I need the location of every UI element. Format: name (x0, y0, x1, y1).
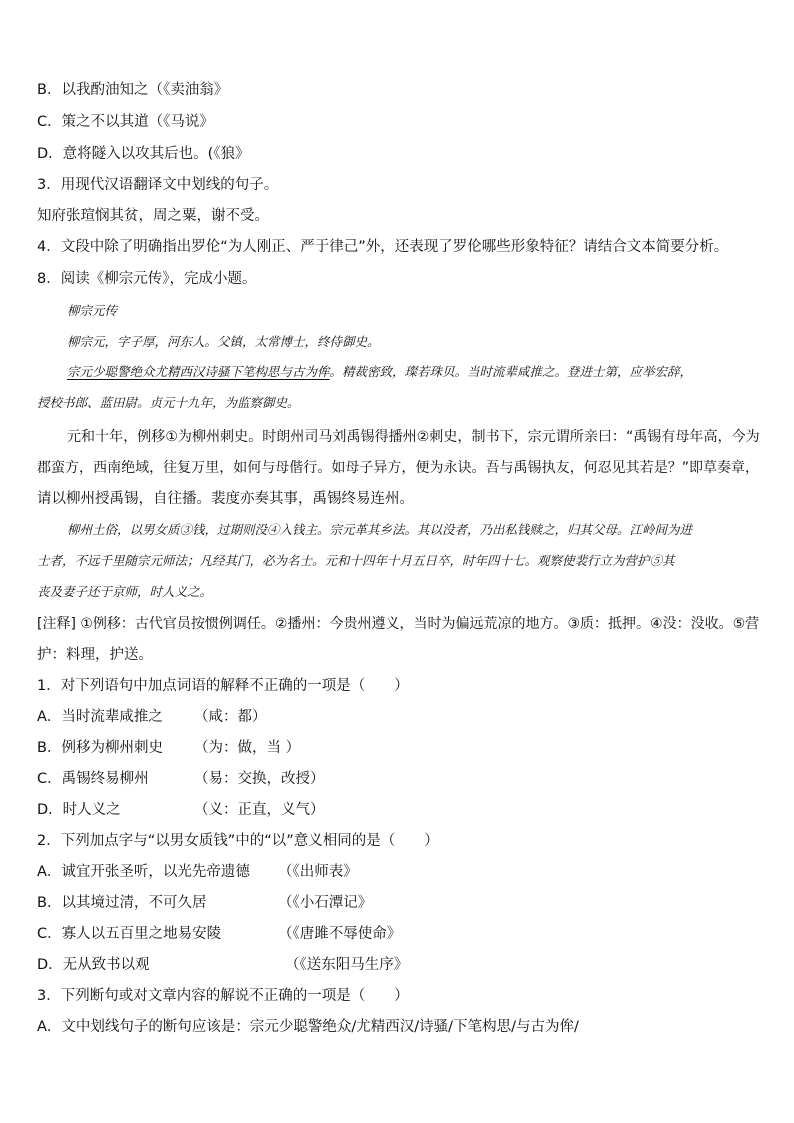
paragraph-2-continuation: 。精裁密致，璨若珠贝。当时流辈咸推之。登进士第，应举宏辞， (329, 364, 693, 379)
passage-paragraph-4-line-3: 丧及妻子还于京师，时人义之。 (37, 584, 213, 599)
underlined-sentence: 宗元少聪警绝众尤精西汉诗骚下笔构思与古为侔 (67, 364, 330, 379)
q1-option-c: C．禹锡终易柳州 (37, 771, 149, 787)
q1-option-a: A．当时流辈咸推之 (37, 709, 163, 725)
q2-option-a: A．诚宜开张圣听，以光先帝遗德 (37, 864, 250, 880)
q1-option-d: D．时人义之 (37, 802, 121, 818)
question-3-stem: 3．用现代汉语翻译文中划线的句子。 (37, 177, 279, 193)
question-4-stem: 4．文段中除了明确指出罗伦“为人刚正、严于律己”外，还表现了罗伦哪些形象特征？请结合文本简要分析。 (37, 239, 729, 255)
q1-option-b: B．例移为柳州刺史 (37, 740, 163, 756)
q3-option-a: A．文中划线句子的断句应该是：宗元少聪警绝众/尤精西汉/诗骚/下笔构思/与古为侔/ (37, 1019, 579, 1035)
option-d-line: D．意将隧入以攻其后也。(《狼》 (37, 146, 250, 162)
q2-option-d: D．无从致书以观 (37, 957, 150, 973)
option-c-line: C．策之不以其道（《马说》 (37, 114, 214, 130)
passage-paragraph-2-line-1 (67, 362, 692, 382)
q1-stem: 1．对下列语句中加点词语的解释不正确的一项是（ ） (37, 678, 409, 694)
notes-line-2: 护：料理，护送。 (37, 647, 153, 663)
q2-stem: 2．下列加点字与“以男女质钱”中的“以”意义相同的是（ ） (37, 833, 439, 849)
option-b-line: B．以我酌油知之（《卖油翁》 (37, 82, 229, 98)
q2-option-c: C．寡人以五百里之地易安陵 (37, 926, 222, 942)
q2-option-a-source: （《出师表》 (278, 864, 358, 880)
passage-paragraph-3-line-1: 元和十年，例移①为柳州刺史。时朗州司马刘禹锡得播州②刺史，制书下，宗元谓所亲曰：“禹锡有母年高，今为 (67, 429, 760, 445)
q1-option-b-gloss: （为：做，当 ） (194, 740, 301, 756)
q1-option-a-gloss: （咸：都） (194, 709, 267, 725)
passage-paragraph-4-line-2: 士者，不远千里随宗元师法；凡经其门，必为名士。元和十四年十月五日卒，时年四十七。观察使裴行立为营护⑤其 (37, 553, 675, 568)
passage-paragraph-2-line-2: 授校书郎、蓝田尉。贞元十九年，为监察御史。 (37, 395, 300, 410)
translation-sentence: 知府张瑄悯其贫，周之粟，谢不受。 (37, 208, 269, 224)
question-8-heading: 8．阅读《柳宗元传》，完成小题。 (37, 271, 257, 287)
notes-line-1: [注释] ①例移：古代官员按惯例调任。②播州：今贵州遵义，当时为偏远荒凉的地方。③质：抵押。④没：没收。⑤营 (37, 616, 760, 632)
q1-option-c-gloss: （易：交换，改授） (194, 771, 325, 787)
passage-paragraph-1: 柳宗元，字子厚，河东人。父镇，太常博士，终侍御史。 (67, 334, 380, 349)
passage-title: 柳宗元传 (67, 303, 118, 318)
q3-stem: 3．下列断句或对文章内容的解说不正确的一项是（ ） (37, 988, 409, 1004)
q2-option-d-source: （《送东阳马生序》 (285, 957, 409, 973)
q2-option-b-source: （《小石潭记》 (278, 895, 373, 911)
passage-paragraph-3-line-2: 郡蛮方，西南绝域，往复万里，如何与母偕行。如母子异方，便为永诀。吾与禹锡执友，何忍见其若是？”即草奏章， (37, 460, 760, 476)
passage-paragraph-4-line-1: 柳州土俗，以男女质③钱，过期则没④入钱主。宗元革其乡法。其以没者，乃出私钱赎之，归其父母。江岭间为进 (67, 522, 693, 537)
passage-paragraph-3-line-3: 请以柳州授禹锡，自往播。裴度亦奏其事，禹锡终易连州。 (37, 491, 414, 507)
q1-option-d-gloss: （义：正直，义气） (194, 802, 325, 818)
q2-option-b: B．以其境过清，不可久居 (37, 895, 207, 911)
q2-option-c-source: （《唐雎不辱使命》 (278, 926, 402, 942)
